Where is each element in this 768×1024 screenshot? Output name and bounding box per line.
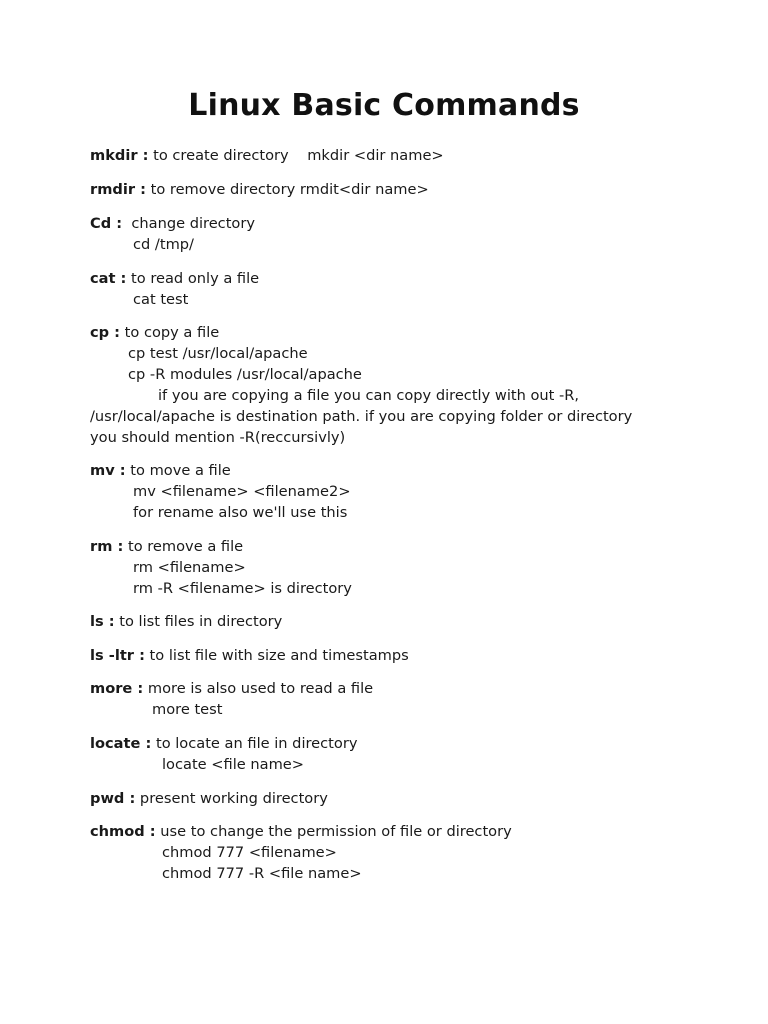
- command-description: present working directory: [135, 790, 328, 807]
- entry-mkdir: [90, 145, 690, 166]
- command-name: pwd :: [90, 790, 136, 807]
- command-name: cat :: [90, 270, 127, 287]
- example-line: chmod 777 <filename>: [162, 844, 337, 861]
- example-line: cp -R modules /usr/local/apache: [128, 366, 362, 383]
- example-line: chmod 777 -R <file name>: [162, 865, 362, 882]
- entry-line: [90, 145, 690, 166]
- entry-chmod: [90, 821, 690, 884]
- example-line: cat test: [133, 291, 189, 308]
- example-line: more test: [152, 701, 223, 718]
- note-line: if you are copying a file you can copy directly with out -R,: [158, 387, 580, 404]
- command-description: to copy a file: [120, 324, 220, 341]
- example-line: mv <filename> <filename2>: [133, 483, 351, 500]
- example-line: locate <file name>: [162, 756, 304, 773]
- command-name: ls :: [90, 613, 115, 630]
- command-name: mkdir :: [90, 147, 149, 164]
- command-name: more :: [90, 680, 144, 697]
- entry-more: [90, 678, 690, 720]
- entry-line: [90, 536, 690, 557]
- example-line: for rename also we'll use this: [133, 504, 348, 521]
- entry-line: [90, 733, 690, 754]
- entry-rmdir: [90, 179, 690, 200]
- note-line: you should mention -R(reccursivly): [90, 429, 346, 446]
- command-name: mv :: [90, 462, 126, 479]
- entry-ls: [90, 611, 690, 632]
- entry-line: [90, 213, 690, 234]
- entry-line: [90, 322, 690, 343]
- command-description: to move a file: [125, 462, 231, 479]
- entry-line: [90, 268, 690, 289]
- example-line: cd /tmp/: [133, 236, 194, 253]
- example-line: rm -R <filename> is directory: [133, 580, 352, 597]
- entry-locate: [90, 733, 690, 775]
- entry-cd: [90, 213, 690, 255]
- entry-line: [90, 678, 690, 699]
- command-name: locate :: [90, 735, 152, 752]
- command-name: rm :: [90, 538, 124, 555]
- entry-mv: [90, 460, 690, 523]
- command-description: use to change the permission of file or directory: [155, 823, 512, 840]
- command-description: to remove a file: [123, 538, 244, 555]
- command-name: Cd :: [90, 215, 123, 232]
- command-description: to list files in directory: [114, 613, 283, 630]
- command-name: cp :: [90, 324, 121, 341]
- example-line: cp test /usr/local/apache: [128, 345, 308, 362]
- entry-line: [90, 645, 690, 666]
- entry-line: [90, 611, 690, 632]
- command-description: change directory: [122, 215, 255, 232]
- command-description: to create directory mkdir <dir name>: [148, 147, 444, 164]
- entry-line: [90, 460, 690, 481]
- entry-ls-ltr: [90, 645, 690, 666]
- command-name: rmdir :: [90, 181, 146, 198]
- entry-rm: [90, 536, 690, 599]
- example-line: rm <filename>: [133, 559, 246, 576]
- command-description: to locate an file in directory: [151, 735, 358, 752]
- entry-line: [90, 788, 690, 809]
- entry-cat: [90, 268, 690, 310]
- command-description: to list file with size and timestamps: [144, 647, 409, 664]
- entry-cp: [90, 322, 690, 448]
- command-name: ls -ltr :: [90, 647, 145, 664]
- entry-pwd: [90, 788, 690, 809]
- page-title: Linux Basic Commands: [188, 88, 580, 123]
- entry-line: [90, 179, 690, 200]
- command-description: to remove directory rmdit<dir name>: [145, 181, 429, 198]
- command-description: to read only a file: [126, 270, 260, 287]
- command-name: chmod :: [90, 823, 156, 840]
- entry-line: [90, 821, 690, 842]
- note-line: /usr/local/apache is destination path. if you are copying folder or directory: [90, 408, 633, 425]
- command-description: more is also used to read a file: [143, 680, 374, 697]
